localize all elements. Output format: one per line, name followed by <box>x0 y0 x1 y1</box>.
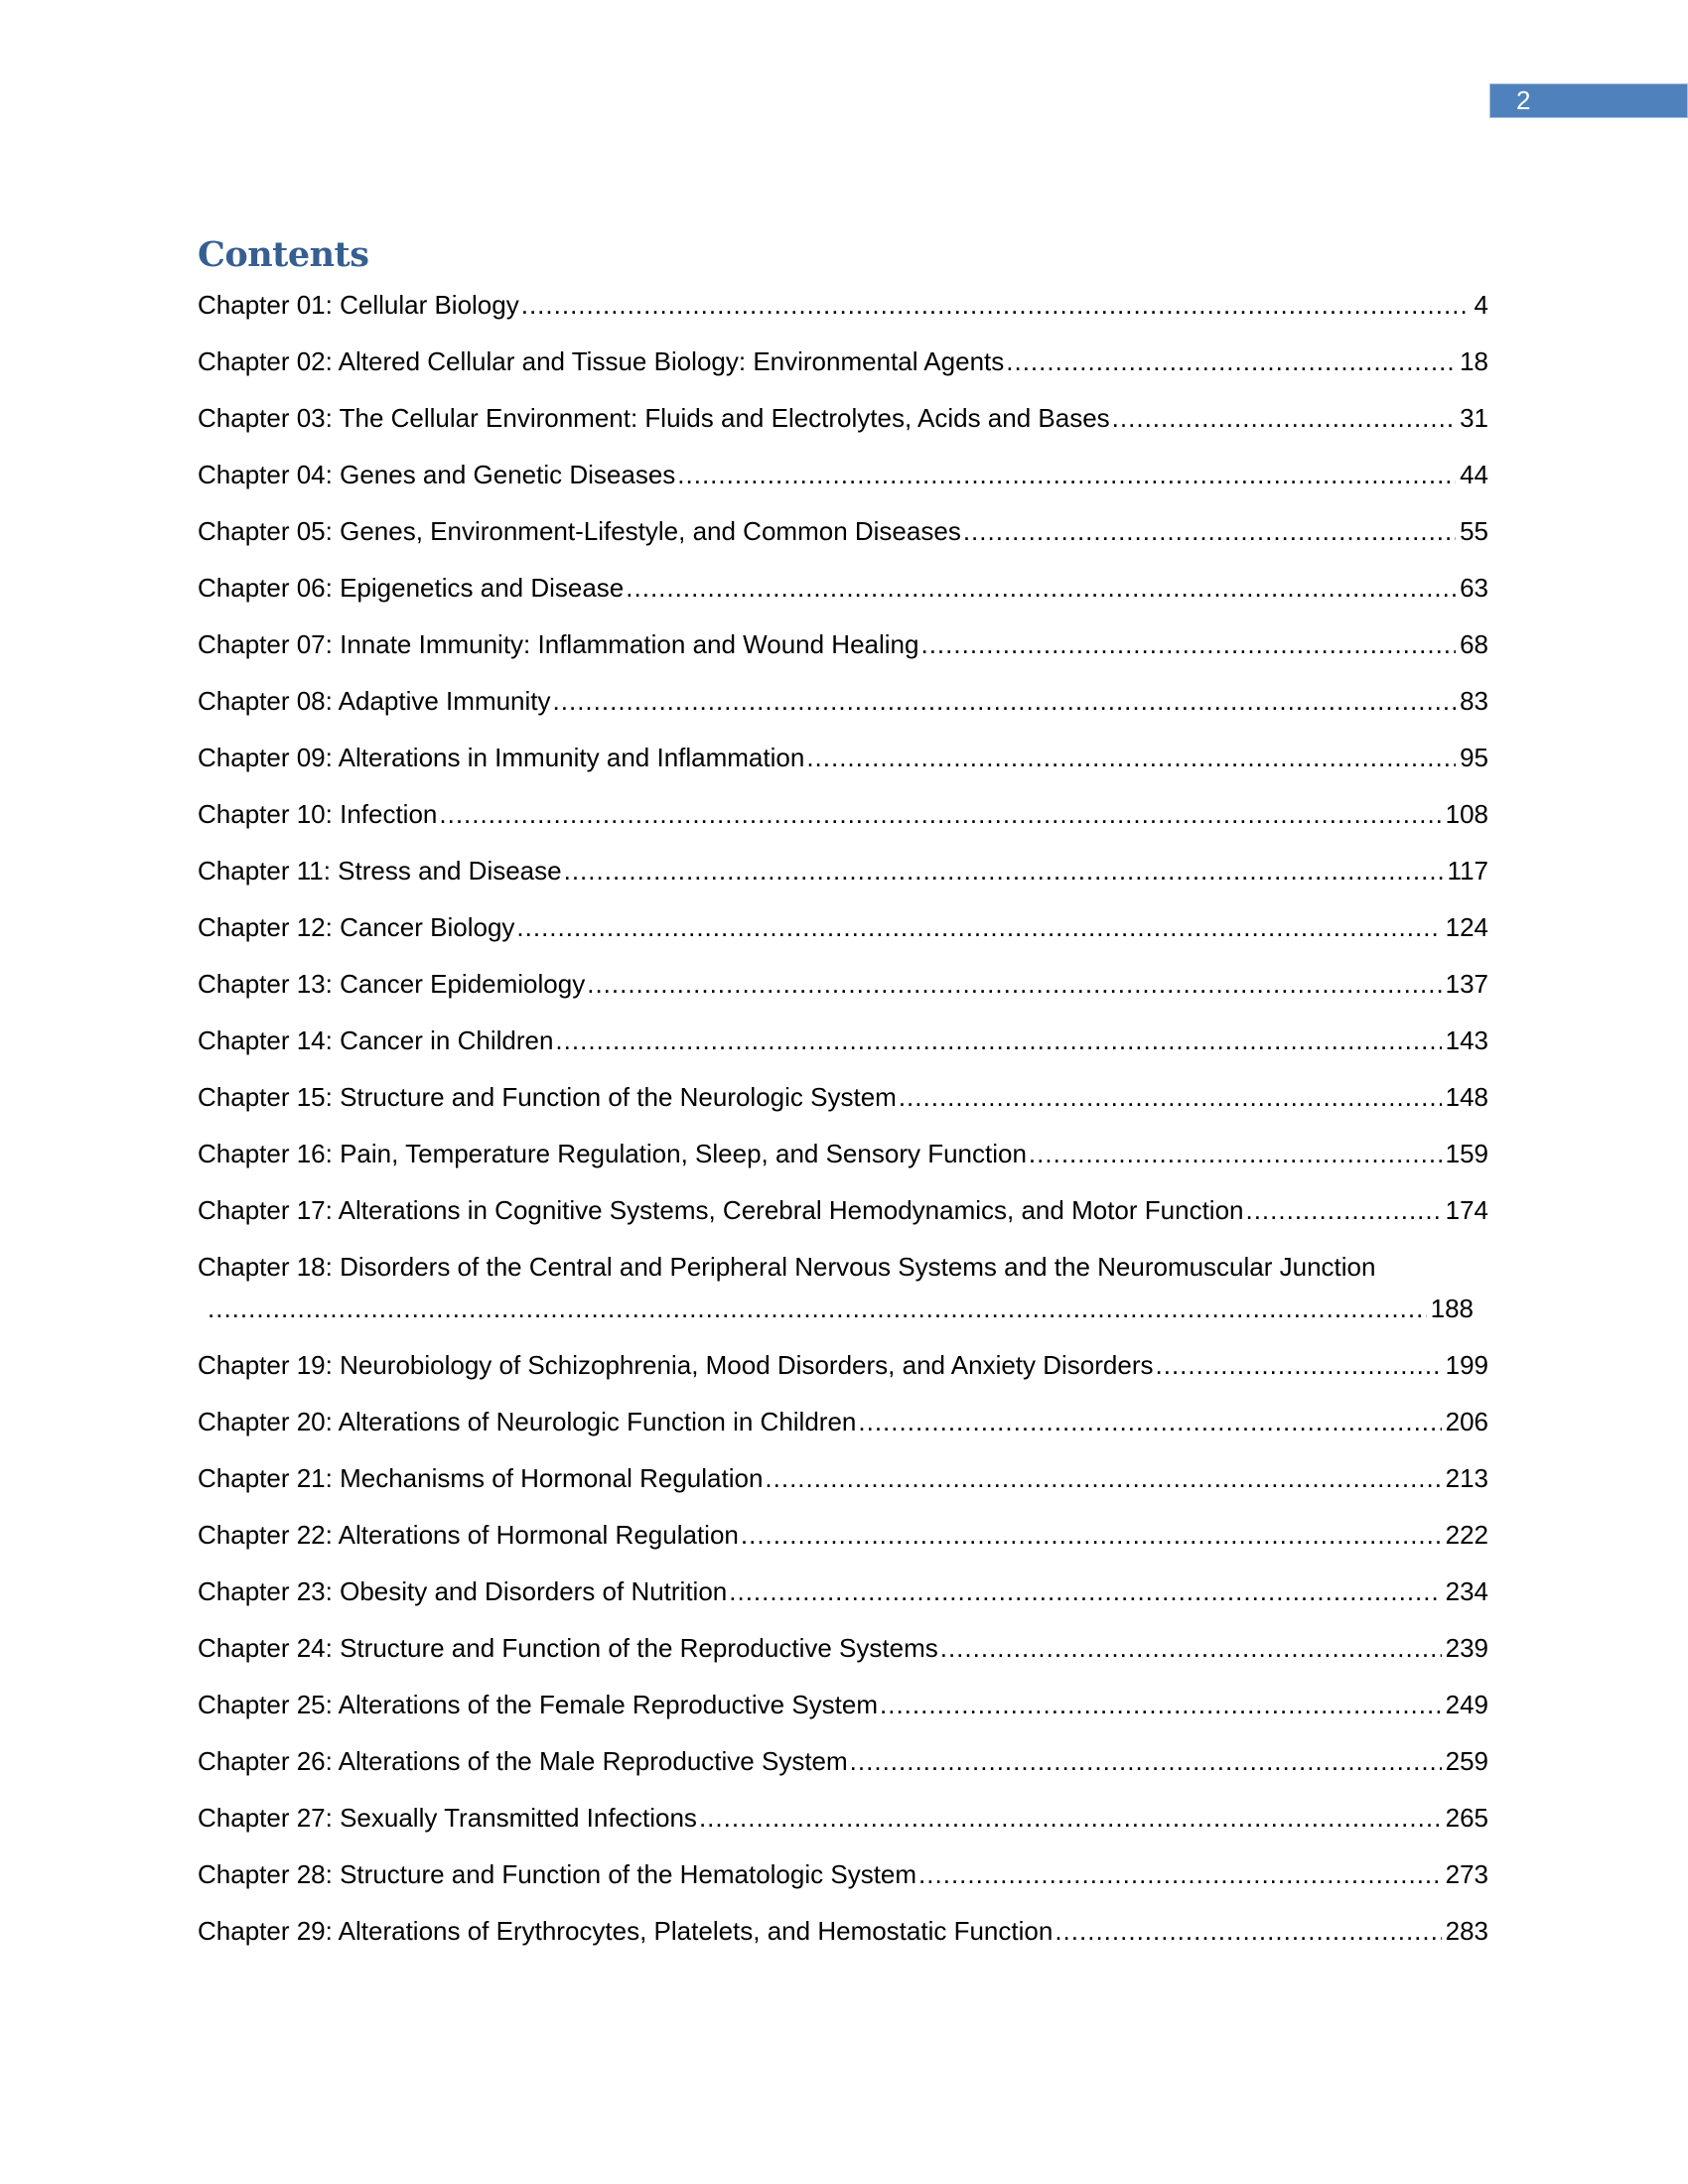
toc-entry-title: Chapter 04: Genes and Genetic Diseases <box>198 460 676 489</box>
toc-entry-page: 95 <box>1460 743 1488 772</box>
toc-entry-page: 117 <box>1447 856 1488 886</box>
toc-entry-title: Chapter 16: Pain, Temperature Regulation, Sleep, and Sensory Function <box>198 1139 1027 1168</box>
dot-leader <box>963 510 1456 552</box>
dot-leader <box>858 1401 1441 1442</box>
toc-entry-page: 108 <box>1445 799 1488 829</box>
toc-entry[interactable] <box>198 567 1488 609</box>
dot-leader <box>741 1514 1442 1556</box>
dot-leader <box>1156 1344 1442 1386</box>
toc-entry-page: 68 <box>1460 629 1488 659</box>
toc-entry[interactable] <box>198 1133 1488 1174</box>
dot-leader <box>1006 341 1456 382</box>
dot-leader <box>850 1740 1442 1782</box>
toc-entry-page: 199 <box>1445 1350 1488 1380</box>
toc-entry-title: Chapter 10: Infection <box>198 799 438 829</box>
toc-entry-page: 137 <box>1445 969 1488 999</box>
dot-leader <box>626 567 1456 609</box>
dot-leader <box>765 1457 1441 1499</box>
dot-leader <box>1112 397 1456 439</box>
toc-entry-title: Chapter 15: Structure and Function of the Neurologic System <box>198 1082 897 1112</box>
toc-entry-page: 44 <box>1460 460 1488 489</box>
toc-entry-page: 174 <box>1445 1195 1488 1225</box>
toc-entry[interactable] <box>198 793 1488 835</box>
toc-entry-page: 63 <box>1460 573 1488 603</box>
toc-entry-title: Chapter 14: Cancer in Children <box>198 1025 554 1055</box>
toc-entry-page: 83 <box>1460 686 1488 716</box>
toc-entry-page: 283 <box>1445 1916 1488 1946</box>
toc-entry-title: Chapter 07: Innate Immunity: Inflammation and Wound Healing <box>198 629 919 659</box>
dot-leader <box>729 1570 1441 1612</box>
toc-entry-title: Chapter 17: Alterations in Cognitive Systems, Cerebral Hemodynamics, and Motor Function <box>198 1195 1244 1225</box>
toc-entry[interactable] <box>198 1797 1488 1839</box>
toc-entry[interactable] <box>198 1684 1488 1725</box>
toc-entry-title: Chapter 18: Disorders of the Central and Peripheral Nervous Systems and the Neuromuscular Junction <box>198 1252 1376 1282</box>
toc-entry-title: Chapter 24: Structure and Function of the Reproductive Systems <box>198 1633 938 1663</box>
toc-entry[interactable] <box>198 1401 1488 1442</box>
toc-entry-page: 4 <box>1474 290 1488 320</box>
toc-entry-page: 273 <box>1445 1859 1488 1889</box>
toc-entry-page: 124 <box>1445 912 1488 942</box>
toc-entry[interactable] <box>198 737 1488 778</box>
toc-entry-page: 239 <box>1445 1633 1488 1663</box>
toc-entry-page: 265 <box>1445 1803 1488 1833</box>
dot-leader <box>439 793 1441 835</box>
dot-leader <box>918 1853 1442 1895</box>
toc-entry[interactable] <box>198 1853 1488 1895</box>
toc-entry-title: Chapter 06: Epigenetics and Disease <box>198 573 625 603</box>
toc-entry[interactable] <box>198 680 1488 722</box>
toc-entry-title: Chapter 29: Alterations of Erythrocytes, Platelets, and Hemostatic Function <box>198 1916 1054 1946</box>
toc-entry-title: Chapter 01: Cellular Biology <box>198 290 519 320</box>
dot-leader <box>699 1797 1442 1839</box>
toc-entry-page: 148 <box>1445 1082 1488 1112</box>
dot-leader <box>587 963 1441 1005</box>
dot-leader <box>521 284 1471 326</box>
dot-leader <box>920 623 1456 665</box>
toc-entry-page: 206 <box>1445 1407 1488 1436</box>
toc-entry-page: 259 <box>1445 1746 1488 1776</box>
toc-entry-title: Chapter 19: Neurobiology of Schizophrenia, Mood Disorders, and Anxiety Disorders <box>198 1350 1154 1380</box>
toc-entry-page: 249 <box>1445 1690 1488 1719</box>
toc-entry-title: Chapter 27: Sexually Transmitted Infections <box>198 1803 697 1833</box>
toc-entry-title: Chapter 23: Obesity and Disorders of Nutrition <box>198 1576 728 1606</box>
toc-entry[interactable] <box>198 1189 1488 1231</box>
toc-entry-page: 222 <box>1445 1520 1488 1550</box>
toc-entry-title: Chapter 11: Stress and Disease <box>198 856 562 886</box>
dot-leader <box>899 1076 1442 1118</box>
dot-leader <box>564 850 1444 891</box>
toc-entry-title: Chapter 25: Alterations of the Female Reproductive System <box>198 1690 879 1719</box>
toc-entry-page: 159 <box>1445 1139 1488 1168</box>
toc-entry[interactable] <box>198 284 1488 326</box>
dot-leader <box>555 1020 1441 1061</box>
toc-entry[interactable] <box>198 454 1488 495</box>
toc-entry[interactable] <box>198 1076 1488 1118</box>
toc-entry-title: Chapter 21: Mechanisms of Hormonal Regulation <box>198 1463 764 1493</box>
table-of-contents <box>198 284 1488 1967</box>
dot-leader <box>940 1627 1442 1669</box>
dot-leader <box>1245 1189 1441 1231</box>
toc-entry[interactable] <box>198 1740 1488 1782</box>
toc-entry[interactable] <box>198 1910 1488 1952</box>
toc-entry[interactable] <box>198 906 1488 948</box>
toc-entry-title: Chapter 28: Structure and Function of the Hematologic System <box>198 1859 917 1889</box>
toc-entry-page: 143 <box>1445 1025 1488 1055</box>
toc-entry-title: Chapter 26: Alterations of the Male Reproductive System <box>198 1746 848 1776</box>
dot-leader <box>1029 1133 1442 1174</box>
toc-entry-title: Chapter 12: Cancer Biology <box>198 912 515 942</box>
dot-leader <box>1055 1910 1441 1952</box>
dot-leader <box>516 906 1441 948</box>
dot-leader <box>806 737 1456 778</box>
toc-entry-page: 213 <box>1445 1463 1488 1493</box>
toc-entry-title: Chapter 09: Alterations in Immunity and Inflammation <box>198 743 805 772</box>
toc-entry-title: Chapter 08: Adaptive Immunity <box>198 686 551 716</box>
page-number: 2 <box>1516 85 1531 115</box>
toc-entry-page: 188 <box>1430 1294 1474 1323</box>
toc-entry[interactable] <box>198 963 1488 1005</box>
toc-entry[interactable] <box>198 1570 1488 1612</box>
toc-entry-title: Chapter 03: The Cellular Environment: Fluids and Electrolytes, Acids and Bases <box>198 403 1110 433</box>
toc-entry[interactable] <box>198 1514 1488 1556</box>
toc-entry-title: Chapter 20: Alterations of Neurologic Function in Children <box>198 1407 857 1436</box>
dot-leader <box>208 1288 1427 1329</box>
toc-entry[interactable] <box>198 397 1488 439</box>
toc-entry[interactable] <box>198 510 1488 552</box>
toc-entry[interactable] <box>198 1344 1488 1386</box>
toc-entry[interactable] <box>198 1627 1488 1669</box>
toc-entry-page: 18 <box>1460 346 1488 376</box>
dot-leader <box>553 680 1457 722</box>
toc-entry[interactable] <box>198 1457 1488 1499</box>
toc-entry[interactable] <box>198 1020 1488 1061</box>
toc-entry-page: 55 <box>1460 516 1488 546</box>
toc-entry-title: Chapter 02: Altered Cellular and Tissue Biology: Environmental Agents <box>198 346 1005 376</box>
toc-entry-title: Chapter 05: Genes, Environment-Lifestyle, and Common Diseases <box>198 516 961 546</box>
toc-entry[interactable] <box>198 850 1488 891</box>
dot-leader <box>677 454 1456 495</box>
toc-entry[interactable] <box>198 341 1488 382</box>
contents-heading: Contents <box>198 234 369 275</box>
toc-entry-page: 234 <box>1445 1576 1488 1606</box>
toc-entry-title: Chapter 22: Alterations of Hormonal Regulation <box>198 1520 739 1550</box>
toc-entry[interactable] <box>198 623 1488 665</box>
toc-entry[interactable] <box>198 1246 1488 1329</box>
page-number-box <box>1489 83 1688 118</box>
toc-entry-title: Chapter 13: Cancer Epidemiology <box>198 969 586 999</box>
dot-leader <box>880 1684 1442 1725</box>
toc-entry-page: 31 <box>1460 403 1488 433</box>
